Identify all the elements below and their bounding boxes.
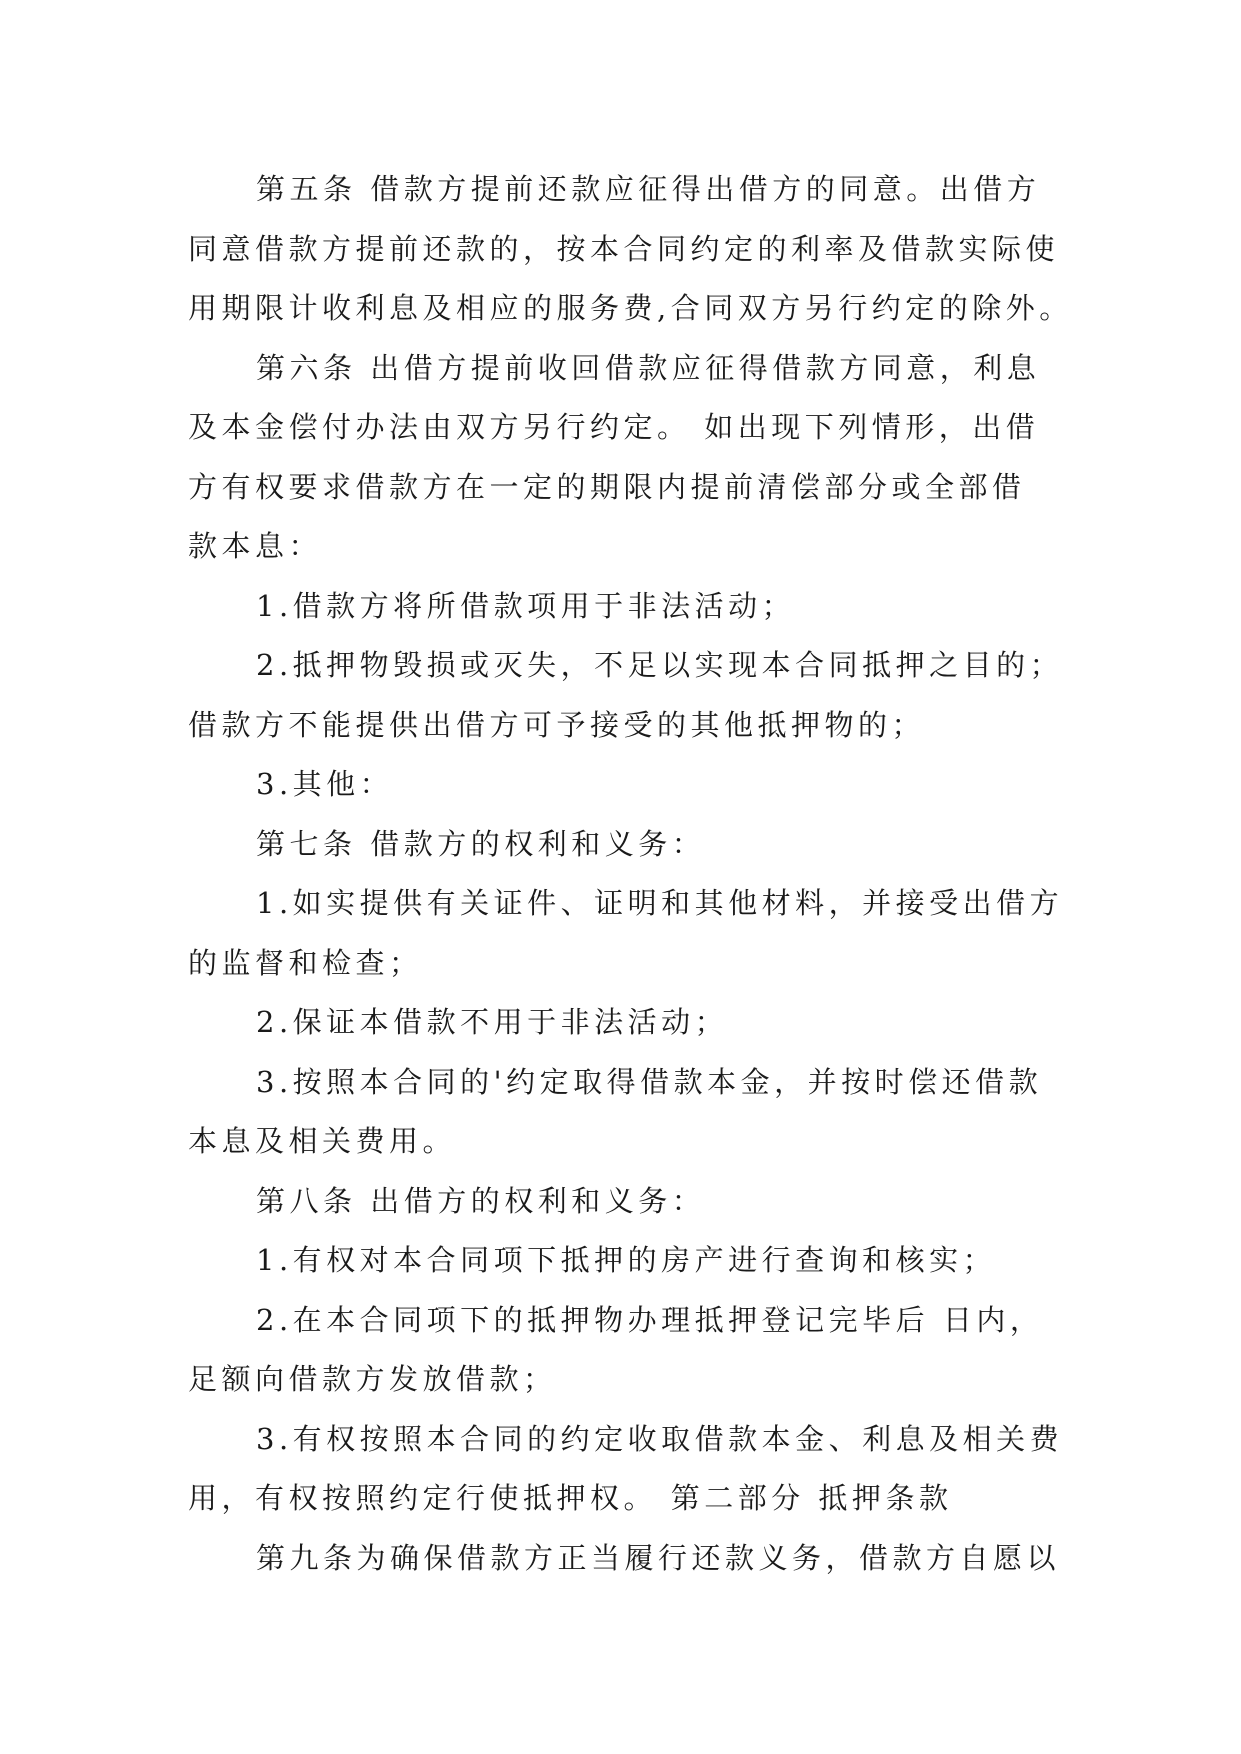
paragraph-line: 第八条 出借方的权利和义务： bbox=[256, 1183, 706, 1218]
paragraph-line: 借款方不能提供出借方可予接受的其他抵押物的； bbox=[188, 707, 926, 742]
paragraph-line: 用，有权按照约定行使抵押权。 第二部分 抵押条款 bbox=[188, 1481, 953, 1515]
paragraph-line: 1.有权对本合同项下抵押的房产进行查询和核实； bbox=[256, 1243, 997, 1277]
paragraph-line: 3.有权按照本合同的约定收取借款本金、利息及相关费 bbox=[256, 1421, 1064, 1456]
paragraph-line: 第六条 出借方提前收回借款应征得借款方同意，利息 bbox=[256, 350, 1041, 385]
paragraph-line: 3.按照本合同的'约定取得借款本金，并按时偿还借款 bbox=[256, 1064, 1043, 1099]
paragraph-line: 2.保证本借款不用于非法活动； bbox=[256, 1005, 729, 1039]
contract-text bbox=[188, 160, 1073, 1588]
paragraph-line: 第五条 借款方提前还款应征得出借方的同意。出借方 bbox=[256, 172, 1041, 206]
paragraph-line: 同意借款方提前还款的，按本合同约定的利率及借款实际使 bbox=[188, 231, 1060, 266]
paragraph-line: 的监督和检查； bbox=[188, 945, 423, 980]
paragraph-line: 款本息： bbox=[188, 529, 323, 563]
paragraph-line: 2.在本合同项下的抵押物办理抵押登记完毕后 日内， bbox=[256, 1302, 1044, 1337]
paragraph-line: 2.抵押物毁损或灭失，不足以实现本合同抵押之目的； bbox=[256, 648, 1064, 682]
paragraph-line: 3.其他： bbox=[256, 767, 394, 801]
paragraph-line: 1.如实提供有关证件、证明和其他材料，并接受出借方 bbox=[256, 886, 1064, 920]
paragraph-line: 方有权要求借款方在一定的期限内提前清偿部分或全部借 bbox=[188, 469, 1026, 504]
paragraph-line: 1.借款方将所借款项用于非法活动； bbox=[256, 588, 796, 623]
paragraph-line: 足额向借款方发放借款； bbox=[188, 1362, 557, 1396]
paragraph-line: 第九条为确保借款方正当履行还款义务，借款方自愿以 bbox=[256, 1540, 1061, 1575]
paragraph-line: 及本金偿付办法由双方另行约定。 如出现下列情形，出借 bbox=[188, 410, 1040, 444]
paragraph-line: 第七条 借款方的权利和义务： bbox=[256, 826, 706, 861]
paragraph-line: 用期限计收利息及相应的服务费,合同双方另行约定的除外。 bbox=[188, 291, 1073, 325]
paragraph-line: 本息及相关费用。 bbox=[188, 1124, 457, 1158]
